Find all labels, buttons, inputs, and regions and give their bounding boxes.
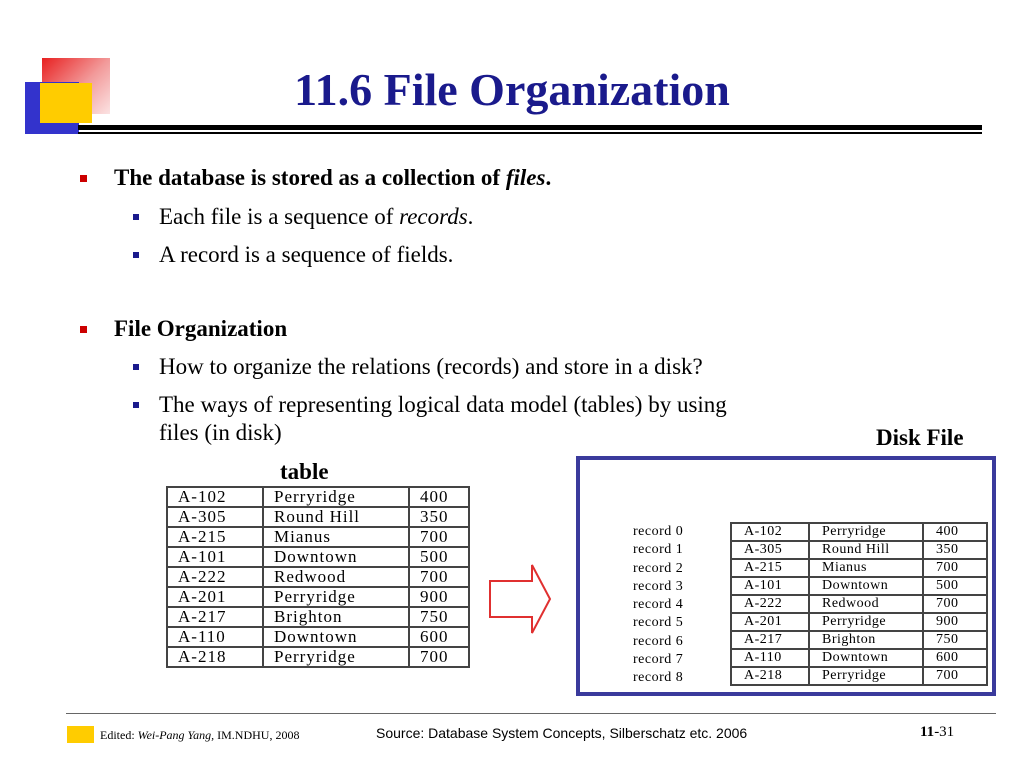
branch-name-cell: Perryridge — [809, 523, 923, 541]
relation-table — [166, 486, 470, 668]
table-row — [167, 487, 469, 507]
balance-cell: 350 — [409, 507, 469, 527]
disk-file-caption: Disk File — [876, 425, 964, 450]
branch-name-cell: Mianus — [263, 527, 409, 547]
branch-name-cell: Downtown — [809, 577, 923, 595]
disk-record-row — [731, 631, 987, 649]
bullet-1-sub-1-text: Each file is a sequence of records. — [159, 204, 474, 229]
branch-name-cell: Round Hill — [809, 541, 923, 559]
branch-name-cell: Perryridge — [263, 647, 409, 667]
sub-bullet-marker — [133, 364, 139, 370]
account-number-cell: A-217 — [731, 631, 809, 649]
balance-cell: 700 — [923, 667, 987, 685]
table-row — [167, 647, 469, 667]
account-number-cell: A-110 — [167, 627, 263, 647]
branch-name-cell: Redwood — [809, 595, 923, 613]
balance-cell: 700 — [409, 527, 469, 547]
table-row — [167, 587, 469, 607]
table-row — [167, 507, 469, 527]
record-label-list — [633, 523, 723, 688]
bullet-1 — [80, 164, 551, 192]
account-number-cell: A-101 — [731, 577, 809, 595]
branch-name-cell: Redwood — [263, 567, 409, 587]
disk-record-row — [731, 541, 987, 559]
footer-credit: Edited: Wei-Pang Yang, IM.NDHU, 2008 — [100, 728, 300, 742]
footer-swatch — [67, 726, 94, 743]
title-underline-thin — [78, 132, 982, 134]
right-arrow-icon — [488, 563, 554, 635]
disk-record-row — [731, 595, 987, 613]
branch-name-cell: Perryridge — [809, 667, 923, 685]
account-number-cell: A-218 — [167, 647, 263, 667]
sub-bullet-marker — [133, 402, 139, 408]
branch-name-cell: Brighton — [809, 631, 923, 649]
record-label: record 4 — [633, 597, 684, 613]
bullet-1-sub-2 — [133, 241, 453, 269]
account-number-cell: A-222 — [167, 567, 263, 587]
account-number-cell: A-110 — [731, 649, 809, 667]
sub-bullet-marker — [133, 214, 139, 220]
table-row — [167, 627, 469, 647]
account-number-cell: A-218 — [731, 667, 809, 685]
bullet-1-text: The database is stored as a collection of files. — [114, 165, 552, 190]
branch-name-cell: Downtown — [263, 627, 409, 647]
account-number-cell: A-217 — [167, 607, 263, 627]
account-number-cell: A-305 — [167, 507, 263, 527]
disk-record-row — [731, 667, 987, 685]
footer-source: Source: Database System Concepts, Silberschatz etc. 2006 — [376, 725, 748, 741]
balance-cell: 700 — [409, 567, 469, 587]
sub-bullet-marker — [133, 252, 139, 258]
record-label: record 3 — [633, 578, 684, 594]
branch-name-cell: Downtown — [809, 649, 923, 667]
record-label: record 0 — [633, 524, 684, 539]
branch-name-cell: Perryridge — [263, 587, 409, 607]
disk-record-row — [731, 577, 987, 595]
bullet-2-sub-2 — [133, 391, 727, 447]
bullet-2-sub-1-text: How to organize the relations (records) and store in a disk? — [159, 354, 703, 379]
account-number-cell: A-102 — [167, 487, 263, 507]
page-number: 11-31 — [920, 724, 955, 740]
balance-cell: 500 — [923, 577, 987, 595]
record-label: record 6 — [633, 633, 684, 649]
slide-title: 11.6 File Organization — [294, 64, 730, 115]
balance-cell: 700 — [409, 647, 469, 667]
disk-record-row — [731, 559, 987, 577]
balance-cell: 400 — [923, 523, 987, 541]
branch-name-cell: Perryridge — [809, 613, 923, 631]
balance-cell: 900 — [409, 587, 469, 607]
account-number-cell: A-215 — [167, 527, 263, 547]
table-row — [167, 567, 469, 587]
balance-cell: 400 — [409, 487, 469, 507]
bullet-marker — [80, 326, 87, 333]
table-row — [167, 547, 469, 567]
bullet-2-sub-2-text: The ways of representing logical data model (tables) by using files (in disk) — [159, 392, 727, 445]
table-caption: table — [280, 459, 329, 484]
branch-name-cell: Round Hill — [263, 507, 409, 527]
balance-cell: 700 — [923, 559, 987, 577]
bullet-1-sub-2-text: A record is a sequence of fields. — [159, 242, 454, 267]
branch-name-cell: Mianus — [809, 559, 923, 577]
balance-cell: 900 — [923, 613, 987, 631]
balance-cell: 750 — [923, 631, 987, 649]
record-label: record 5 — [633, 615, 684, 631]
bullet-2-text: File Organization — [114, 316, 288, 341]
record-label: record 2 — [633, 560, 684, 576]
disk-record-row — [731, 523, 987, 541]
account-number-cell: A-101 — [167, 547, 263, 567]
bullet-marker — [80, 175, 87, 182]
balance-cell: 600 — [409, 627, 469, 647]
disk-file-table — [730, 522, 988, 686]
table-row — [167, 527, 469, 547]
table-row — [167, 607, 469, 627]
account-number-cell: A-201 — [731, 613, 809, 631]
account-number-cell: A-102 — [731, 523, 809, 541]
record-label: record 7 — [633, 652, 684, 668]
account-number-cell: A-305 — [731, 541, 809, 559]
disk-record-row — [731, 613, 987, 631]
bullet-1-sub-1 — [133, 203, 473, 231]
account-number-cell: A-201 — [167, 587, 263, 607]
balance-cell: 350 — [923, 541, 987, 559]
record-label: record 8 — [633, 670, 684, 686]
balance-cell: 500 — [409, 547, 469, 567]
bullet-2 — [80, 315, 287, 343]
record-label: record 1 — [633, 542, 684, 558]
balance-cell: 750 — [409, 607, 469, 627]
branch-name-cell: Downtown — [263, 547, 409, 567]
footer-rule — [66, 713, 996, 714]
account-number-cell: A-222 — [731, 595, 809, 613]
disk-record-row — [731, 649, 987, 667]
balance-cell: 700 — [923, 595, 987, 613]
title-underline-thick — [78, 125, 982, 130]
bullet-2-sub-1 — [133, 353, 703, 381]
branch-name-cell: Brighton — [263, 607, 409, 627]
account-number-cell: A-215 — [731, 559, 809, 577]
balance-cell: 600 — [923, 649, 987, 667]
branch-name-cell: Perryridge — [263, 487, 409, 507]
